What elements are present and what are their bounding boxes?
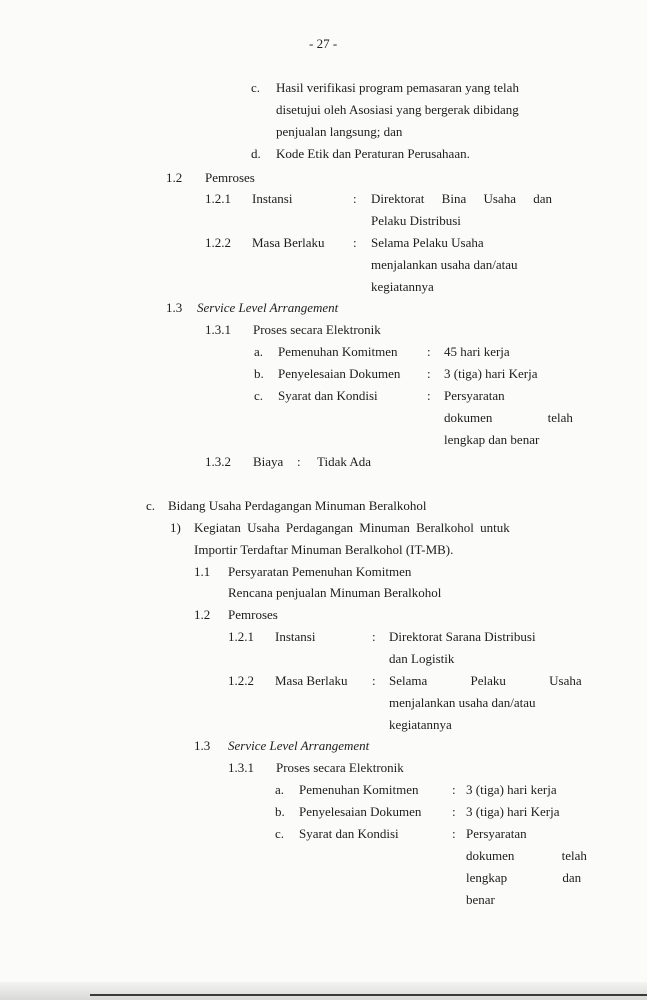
field-label: Instansi (252, 191, 293, 206)
paragraph-line: Kegiatan Usaha Perdagangan Minuman Beralkohol untuk (194, 520, 510, 535)
scan-shadow (0, 982, 647, 1000)
page-number: - 27 - (309, 36, 338, 51)
colon: : (452, 804, 456, 819)
colon: : (452, 782, 456, 797)
list-marker: a. (254, 344, 264, 359)
section-number: 1.1 (194, 564, 211, 579)
scan-edge-line (90, 994, 647, 996)
section-title: Persyaratan Pemenuhan Komitmen (228, 564, 412, 579)
field-value: 3 (tiga) hari Kerja (444, 366, 538, 381)
field-value: dan Logistik (389, 651, 455, 666)
field-label: Biaya (253, 454, 284, 469)
list-marker: b. (275, 804, 285, 819)
section-number: 1.3.1 (205, 322, 231, 337)
field-label: Pemenuhan Komitmen (299, 782, 419, 797)
section-number: 1.3.1 (228, 760, 254, 775)
section-number: 1.2.2 (205, 235, 231, 250)
section-title: Pemroses (228, 607, 278, 622)
list-item-text: Kode Etik dan Peraturan Perusahaan. (276, 146, 470, 161)
field-value (371, 191, 576, 207)
field-value: kegiatannya (389, 717, 452, 732)
colon: : (427, 344, 431, 359)
section-title: Service Level Arrangement (228, 738, 370, 753)
field-label: Instansi (275, 629, 316, 644)
field-value: Direktorat Sarana Distribusi (389, 629, 536, 644)
list-marker: d. (251, 146, 261, 161)
field-value: Selama Pelaku Usaha (371, 235, 484, 250)
field-value: lengkap dan benar (444, 432, 540, 447)
section-title: Proses secara Elektronik (253, 322, 381, 337)
section-number: 1.2.1 (205, 191, 231, 206)
section-number: 1.3.2 (205, 454, 231, 469)
colon: : (452, 826, 456, 841)
list-item-text (276, 80, 588, 96)
section-number: 1.2.2 (228, 673, 254, 688)
field-value: Persyaratan (466, 826, 527, 841)
text-line: Direktorat Bina Usaha dan (371, 191, 552, 206)
field-value: Persyaratan (444, 388, 505, 403)
field-label: Masa Berlaku (275, 673, 348, 688)
field-value: menjalankan usaha dan/atau (371, 257, 518, 272)
field-label: Masa Berlaku (252, 235, 325, 250)
colon: : (372, 629, 376, 644)
section-number: 1.3 (194, 738, 211, 753)
section-title: Pemroses (205, 170, 255, 185)
paragraph-line: Importir Terdaftar Minuman Beralkohol (IT-MB). (194, 542, 454, 557)
field-label: Syarat dan Kondisi (278, 388, 378, 403)
list-marker: b. (254, 366, 264, 381)
section-title: Service Level Arrangement (197, 300, 339, 315)
field-value: Selama Pelaku Usaha (389, 673, 582, 688)
section-number: 1.2.1 (228, 629, 254, 644)
list-marker: 1) (170, 520, 181, 535)
list-item-text: disetujui oleh Asosiasi yang bergerak dibidang (276, 102, 519, 117)
field-value: 3 (tiga) hari Kerja (466, 804, 560, 819)
list-marker: c. (254, 388, 264, 403)
section-title: Bidang Usaha Perdagangan Minuman Beralkohol (168, 498, 427, 513)
section-title: Proses secara Elektronik (276, 760, 404, 775)
field-value: dokumen telah (444, 410, 573, 425)
field-value: lengkap dan (466, 870, 582, 885)
colon: : (353, 235, 357, 250)
field-value: kegiatannya (371, 279, 434, 294)
field-value: benar (466, 892, 495, 907)
field-value: Tidak Ada (317, 454, 372, 469)
field-value: dokumen telah (466, 848, 587, 863)
text-line: Hasil verifikasi program pemasaran yang telah (276, 80, 519, 95)
list-marker: c. (251, 80, 261, 95)
field-value: Pelaku Distribusi (371, 213, 461, 228)
field-label: Penyelesaian Dokumen (299, 804, 422, 819)
list-marker: a. (275, 782, 285, 797)
colon: : (372, 673, 376, 688)
section-number: 1.2 (166, 170, 183, 185)
field-value: 45 hari kerja (444, 344, 510, 359)
colon: : (427, 366, 431, 381)
field-value: menjalankan usaha dan/atau (389, 695, 536, 710)
list-marker: c. (275, 826, 285, 841)
field-label: Syarat dan Kondisi (299, 826, 399, 841)
colon: : (297, 454, 301, 469)
colon: : (427, 388, 431, 403)
list-marker: c. (146, 498, 156, 513)
list-item-text: penjualan langsung; dan (276, 124, 403, 139)
field-label: Pemenuhan Komitmen (278, 344, 398, 359)
colon: : (353, 191, 357, 206)
field-label: Penyelesaian Dokumen (278, 366, 401, 381)
paragraph-line: Rencana penjualan Minuman Beralkohol (228, 585, 442, 600)
field-value: 3 (tiga) hari kerja (466, 782, 557, 797)
section-number: 1.3 (166, 300, 183, 315)
section-number: 1.2 (194, 607, 211, 622)
